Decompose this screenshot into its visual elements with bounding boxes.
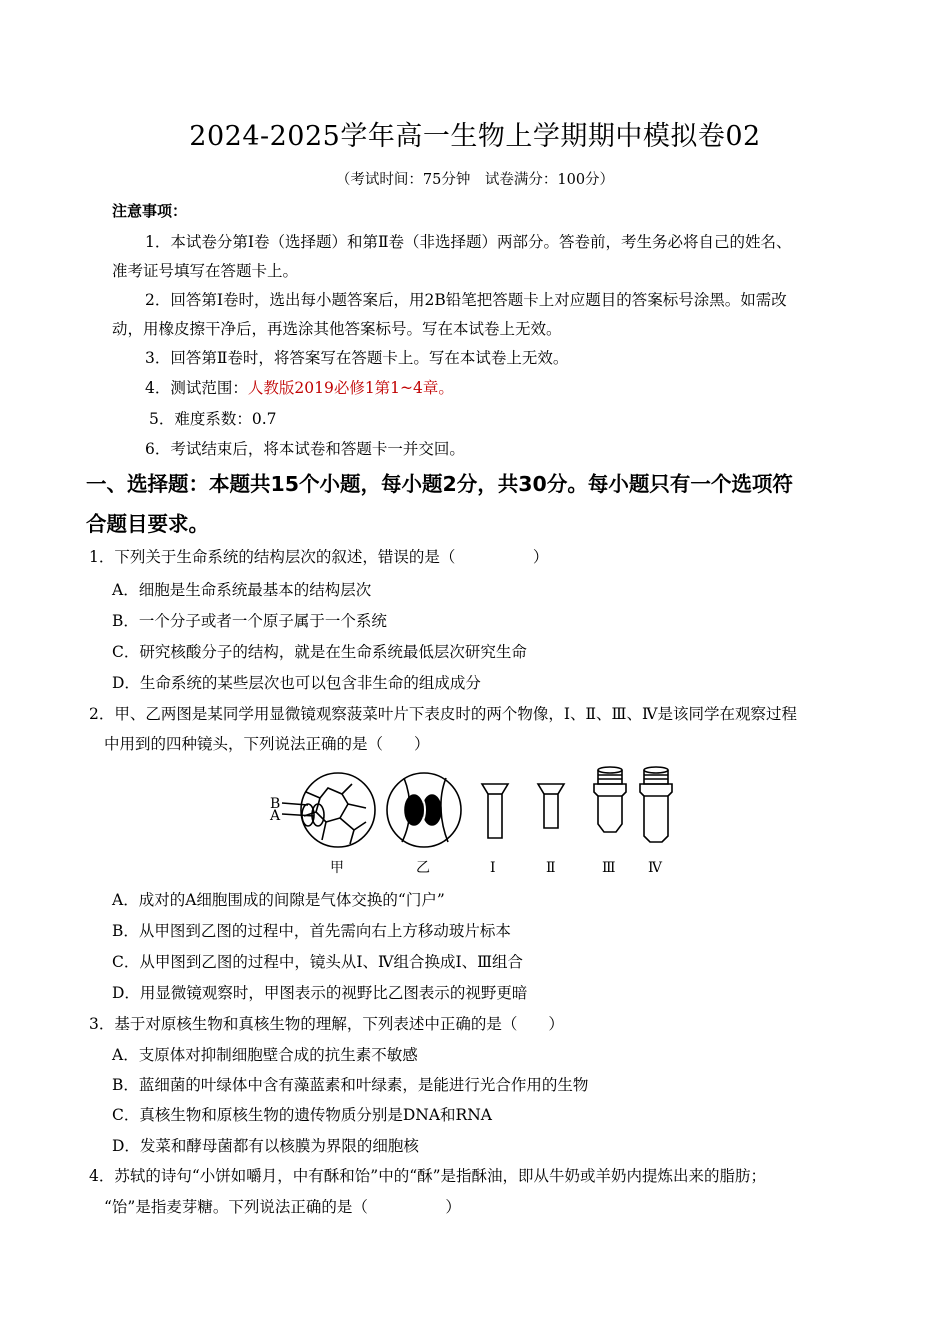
exam-info: （考试时间：75分钟 试卷满分：100分）: [335, 172, 615, 188]
question-3-stem: 3．基于对原核生物和真核生物的理解，下列表述中正确的是（ ）: [89, 1015, 564, 1033]
caption-lens-iii: Ⅲ: [602, 860, 616, 876]
notice-item-6: 6．考试结束后，将本试卷和答题卡一并交回。: [145, 440, 465, 458]
question-1-option-d: D．生命系统的某些层次也可以包含非生命的组成成分: [112, 674, 481, 692]
notice-item-2: 2．回答第Ⅰ卷时，选出每小题答案后，用2B铅笔把答题卡上对应题目的答案标号涂黑。如需改: [145, 291, 787, 309]
microscope-figure: [262, 760, 692, 878]
caption-jia: 甲: [330, 860, 344, 876]
question-2-stem-cont: 中用到的四种镜头，下列说法正确的是（ ）: [104, 735, 430, 753]
notice-item-1-cont: 准考证号填写在答题卡上。: [112, 262, 299, 280]
test-scope: 人教版2019必修1第1~4章。: [247, 379, 454, 397]
notice-item-4: [145, 376, 454, 398]
lens-ii-image: [538, 784, 564, 828]
view-yi-image: [387, 773, 461, 847]
question-2-option-d: D．用显微镜观察时，甲图表示的视野比乙图表示的视野更暗: [112, 984, 528, 1002]
question-3-option-d: D．发菜和酵母菌都有以核膜为界限的细胞核: [112, 1137, 419, 1155]
page-title: 2024-2025学年高一生物上学期期中模拟卷02: [189, 121, 761, 152]
section-heading: 一、选择题：本题共15个小题，每小题2分，共30分。每小题只有一个选项符: [86, 472, 793, 496]
notice-item-3: 3．回答第Ⅱ卷时，将答案写在答题卡上。写在本试卷上无效。: [145, 349, 569, 367]
caption-yi: 乙: [416, 860, 430, 876]
question-3-option-a: A．支原体对抑制细胞壁合成的抗生素不敏感: [112, 1046, 418, 1064]
question-3-option-b: B．蓝细菌的叶绿体中含有藻蓝素和叶绿素，是能进行光合作用的生物: [112, 1076, 589, 1094]
notice-item-5: 5．难度系数：0.7: [149, 410, 277, 428]
figure-label-a: A: [270, 808, 281, 824]
caption-lens-i: Ⅰ: [490, 860, 496, 876]
question-2-stem: 2．甲、乙两图是某同学用显微镜观察菠菜叶片下表皮时的两个物像，Ⅰ、Ⅱ、Ⅲ、Ⅳ是该同学在观察过程: [89, 705, 797, 723]
question-1-option-c: C．研究核酸分子的结构，就是在生命系统最低层次研究生命: [112, 643, 527, 661]
question-1-option-b: B．一个分子或者一个原子属于一个系统: [112, 612, 387, 630]
question-2-option-a: A．成对的A细胞围成的间隙是气体交换的“门户”: [112, 891, 445, 909]
lens-i-image: [482, 784, 508, 838]
lens-iv-image: [640, 767, 672, 842]
question-3-option-c: C．真核生物和原核生物的遗传物质分别是DNA和RNA: [112, 1106, 492, 1124]
caption-lens-ii: Ⅱ: [546, 860, 556, 876]
section-heading-cont: 合题目要求。: [86, 512, 209, 536]
question-1-option-a: A．细胞是生命系统最基本的结构层次: [112, 581, 372, 599]
question-1-stem: 1．下列关于生命系统的结构层次的叙述，错误的是（ ）: [89, 548, 549, 566]
view-jia-image: [282, 773, 375, 847]
question-4-stem: 4．苏轼的诗句“小饼如嚼月，中有酥和饴”中的“酥”是指酥油，即从牛奶或羊奶内提炼出来的脂肪；: [89, 1167, 767, 1185]
question-2-option-c: C．从甲图到乙图的过程中，镜头从Ⅰ、Ⅳ组合换成Ⅰ、Ⅲ组合: [112, 953, 524, 971]
notice-item-2-cont: 动，用橡皮擦干净后，再选涂其他答案标号。写在本试卷上无效。: [112, 320, 562, 338]
lens-iii-image: [594, 767, 626, 832]
notice-item-4-prefix: 4．测试范围：: [145, 379, 248, 397]
question-4-stem-cont: “饴”是指麦芽糖。下列说法正确的是（ ）: [104, 1198, 461, 1216]
caption-lens-iv: Ⅳ: [648, 860, 662, 876]
notice-heading: 注意事项：: [112, 202, 188, 220]
question-2-option-b: B．从甲图到乙图的过程中，首先需向右上方移动玻片标本: [112, 922, 511, 940]
notice-item-1: 1．本试卷分第Ⅰ卷（选择题）和第Ⅱ卷（非选择题）两部分。答卷前，考生务必将自己的姓名、: [145, 233, 792, 251]
figure-label-b: B: [270, 796, 281, 812]
